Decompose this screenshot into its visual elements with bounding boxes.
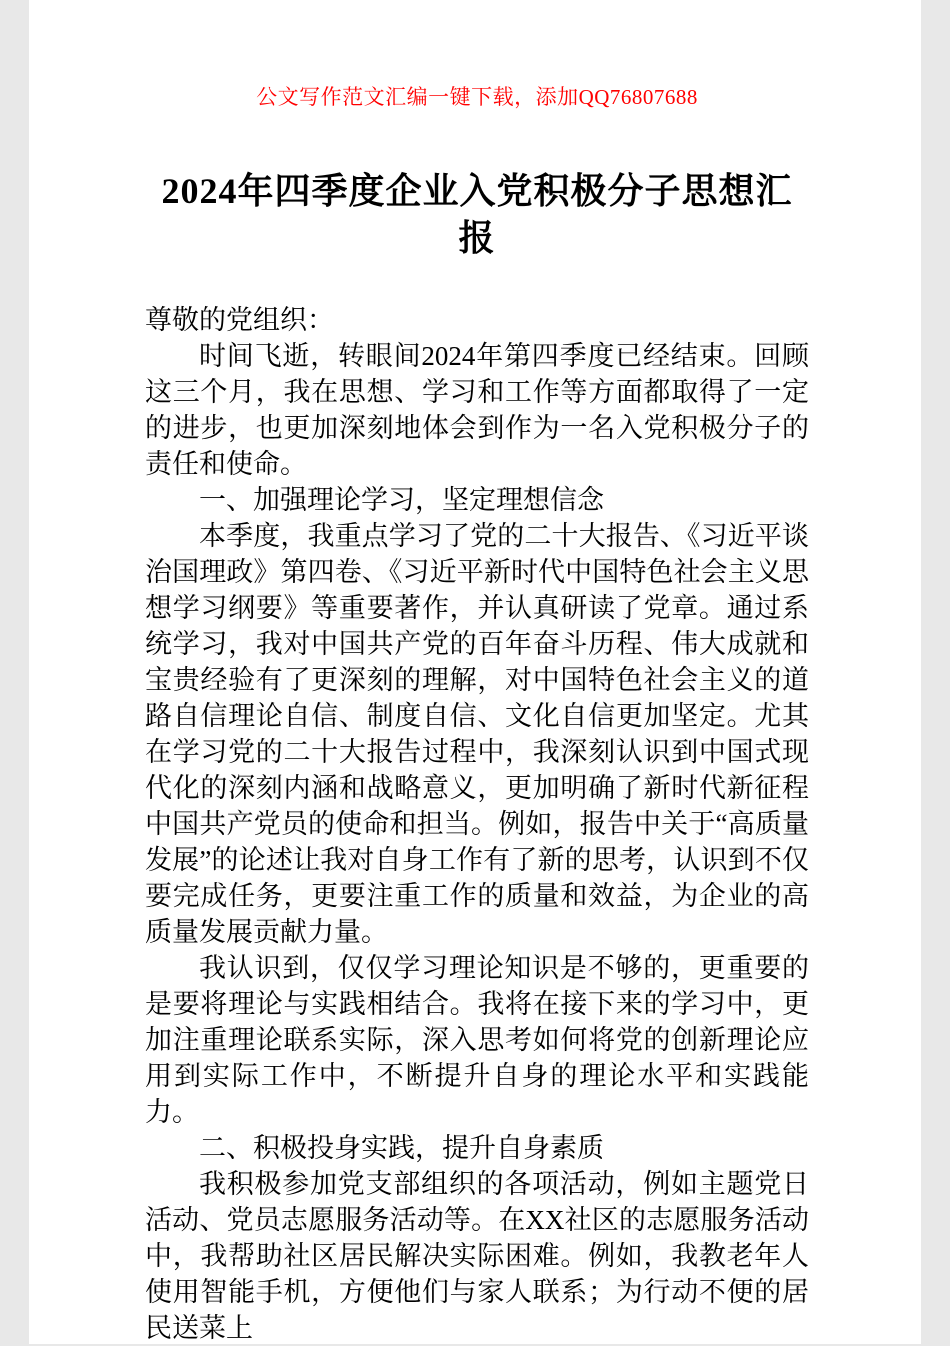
document-title: 2024年四季度企业入党积极分子思想汇报 [161,171,793,259]
paragraph-theory-practice: 我认识到，仅仅学习理论知识是不够的，更重要的是要将理论与实践相结合。我将在接下来的学习中，更加注重理论联系实际，深入思考如何将党的创新理论应用到实际工作中，不断提升自身的理论水平和实践能力。 [145,952,809,1127]
document-page [29,0,921,1344]
paragraph-theory-study: 本季度，我重点学习了党的二十大报告、《习近平谈治国理政》第四卷、《习近平新时代中国特色社会主义思想学习纲要》等重要著作，并认真研读了党章。通过系统学习，我对中国共产党的百年奋斗历程、伟大成就和宝贵经验有了更深刻的理解，对中国特色社会主义的道路自信理论自信、制度自信、文化自信更加坚定。尤其在学习党的二十大报告过程中，我深刻认识到中国式现代化的深刻内涵和战略意义，更加明确了新时代新征程中国共产党员的使命和担当。例如，报告中关于“高质量发展”的论述让我对自身工作有了新的思考，认识到不仅要完成任务，更要注重工作的质量和效益，为企业的高质量发展贡献力量。 [145,520,809,947]
paragraph-intro: 时间飞逝，转眼间2024年第四季度已经结束。回顾这三个月，我在思想、学习和工作等方面都取得了一定的进步，也更加深刻地体会到作为一名入党积极分子的责任和使命。 [145,340,809,479]
section-heading-2: 二、积极投身实践，提升自身素质 [199,1132,604,1163]
paragraph-practice-activities: 我积极参加党支部组织的各项活动，例如主题党日活动、党员志愿服务活动等。在XX社区的志愿服务活动中，我帮助社区居民解决实际困难。例如，我教老年人使用智能手机，方便他们与家人联系；为行动不便的居民送菜上 [145,1168,809,1343]
paragraph-salutation: 尊敬的党组织： [145,304,334,335]
header-notice: 公文写作范文汇编一键下载，添加QQ76807688 [256,85,698,109]
section-heading-1: 一、加强理论学习，坚定理想信念 [199,484,604,515]
